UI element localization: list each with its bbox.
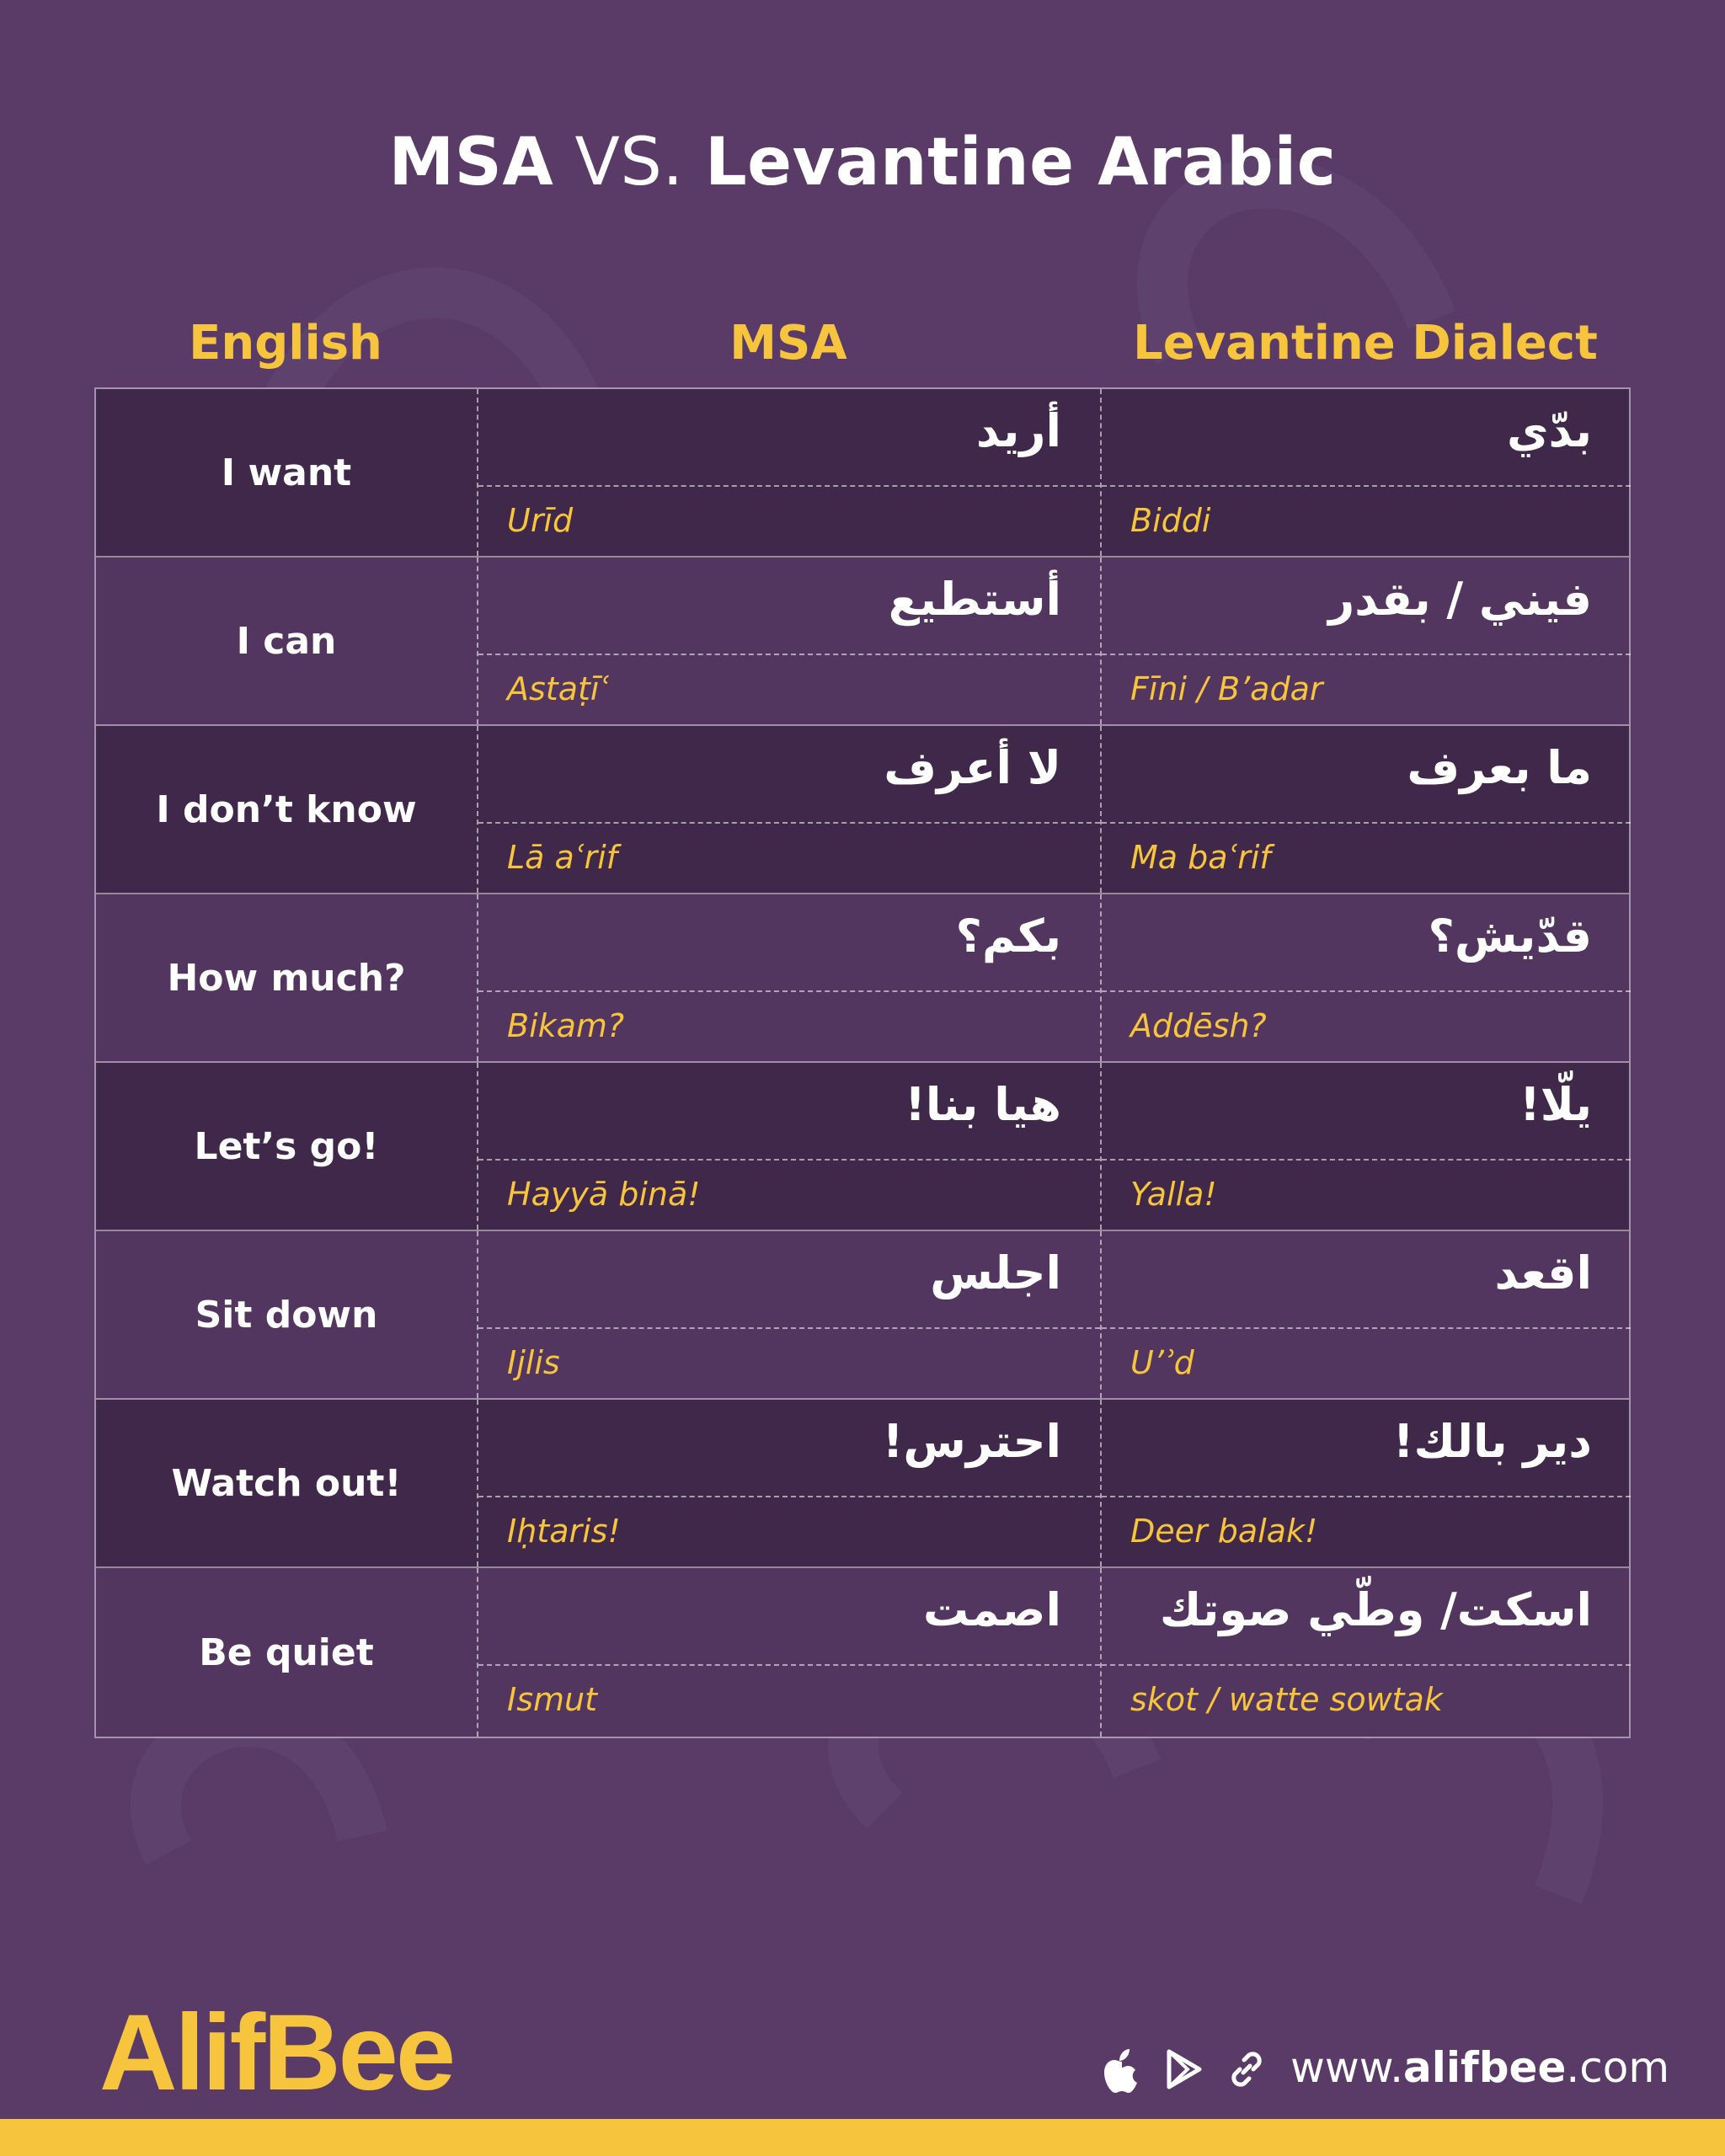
- table-row: [96, 1063, 1629, 1231]
- levantine-transliteration: U’ʾd: [1130, 1344, 1194, 1381]
- table-row: [96, 1400, 1629, 1568]
- app-links: [1102, 2041, 1268, 2097]
- levantine-transliteration: Fīni / B’adar: [1130, 670, 1323, 707]
- msa-arabic: احترس!: [478, 1400, 1100, 1497]
- msa-cell: [478, 894, 1102, 1061]
- msa-cell: [478, 1063, 1102, 1230]
- levantine-transliteration: Ma baʿrif: [1130, 839, 1271, 876]
- header-english: English: [189, 316, 382, 371]
- title-levantine: Levantine Arabic: [704, 125, 1337, 200]
- levantine-arabic: يلّا!: [1102, 1063, 1631, 1161]
- levantine-cell: [1102, 1063, 1631, 1230]
- levantine-transliteration: Deer balak!: [1130, 1513, 1318, 1550]
- msa-cell: [478, 1400, 1102, 1566]
- msa-arabic: هيا بنا!: [478, 1063, 1100, 1161]
- bottom-accent-bar: [0, 2119, 1725, 2156]
- levantine-arabic: اقعد: [1102, 1231, 1631, 1329]
- msa-cell: [478, 1568, 1102, 1737]
- website-suffix: .com: [1566, 2043, 1670, 2092]
- msa-arabic: بكم؟: [478, 894, 1100, 992]
- page-title: [0, 125, 1725, 200]
- levantine-arabic: اسكت/ وطّي صوتك: [1102, 1568, 1631, 1666]
- column-headers: [94, 310, 1631, 377]
- english-phrase: Be quiet: [96, 1568, 478, 1737]
- levantine-arabic: ما بعرف: [1102, 726, 1631, 824]
- levantine-arabic: فيني / بقدر: [1102, 558, 1631, 655]
- levantine-cell: [1102, 1568, 1631, 1737]
- levantine-transliteration: Addēsh?: [1130, 1007, 1267, 1044]
- play-store-icon[interactable]: [1164, 2048, 1203, 2090]
- english-phrase: I don’t know: [96, 726, 478, 893]
- levantine-cell: [1102, 389, 1631, 556]
- table-row: [96, 726, 1629, 894]
- title-msa: MSA: [388, 125, 554, 200]
- msa-arabic: لا أعرف: [478, 726, 1100, 824]
- msa-arabic: أستطيع: [478, 558, 1100, 655]
- english-phrase: Sit down: [96, 1231, 478, 1398]
- website-prefix: www.: [1290, 2043, 1403, 2092]
- msa-arabic: اصمت: [478, 1568, 1100, 1666]
- english-phrase: I can: [96, 558, 478, 724]
- website-link[interactable]: [1290, 2038, 1669, 2097]
- msa-transliteration: Astaṭīʿ: [507, 670, 610, 707]
- header-levantine: Levantine Dialect: [1133, 316, 1598, 371]
- levantine-cell: [1102, 894, 1631, 1061]
- msa-cell: [478, 389, 1102, 556]
- website-domain: alifbee: [1402, 2043, 1567, 2092]
- table-row: [96, 894, 1629, 1063]
- title-vs: VS.: [553, 125, 705, 200]
- header-msa: MSA: [729, 316, 847, 371]
- msa-transliteration: Lā aʿrif: [507, 839, 618, 876]
- english-phrase: Watch out!: [96, 1400, 478, 1566]
- english-phrase: How much?: [96, 894, 478, 1061]
- msa-transliteration: Urīd: [507, 502, 574, 539]
- msa-transliteration: Bikam?: [507, 1007, 625, 1044]
- link-icon[interactable]: [1225, 2047, 1268, 2091]
- levantine-arabic: دير بالك!: [1102, 1400, 1631, 1497]
- msa-transliteration: Hayyā binā!: [507, 1176, 701, 1213]
- levantine-cell: [1102, 558, 1631, 724]
- table-row: [96, 1231, 1629, 1400]
- levantine-transliteration: skot / watte sowtak: [1130, 1681, 1443, 1718]
- comparison-table: [94, 387, 1631, 1738]
- english-phrase: Let’s go!: [96, 1063, 478, 1230]
- table-row: [96, 558, 1629, 726]
- msa-cell: [478, 558, 1102, 724]
- msa-cell: [478, 726, 1102, 893]
- msa-arabic: أريد: [478, 389, 1100, 487]
- msa-transliteration: Ijlis: [507, 1344, 560, 1381]
- msa-transliteration: Iḥtaris!: [507, 1513, 621, 1550]
- levantine-arabic: قدّيش؟: [1102, 894, 1631, 992]
- levantine-transliteration: Biddi: [1130, 502, 1211, 539]
- levantine-cell: [1102, 1231, 1631, 1398]
- table-row: [96, 1568, 1629, 1737]
- apple-icon[interactable]: [1102, 2046, 1142, 2093]
- msa-transliteration: Ismut: [507, 1681, 598, 1718]
- levantine-cell: [1102, 1400, 1631, 1566]
- levantine-arabic: بدّي: [1102, 389, 1631, 487]
- levantine-cell: [1102, 726, 1631, 893]
- levantine-transliteration: Yalla!: [1130, 1176, 1217, 1213]
- english-phrase: I want: [96, 389, 478, 556]
- alifbee-logo: AlifBee: [99, 1993, 453, 2113]
- table-row: [96, 389, 1629, 558]
- msa-cell: [478, 1231, 1102, 1398]
- msa-arabic: اجلس: [478, 1231, 1100, 1329]
